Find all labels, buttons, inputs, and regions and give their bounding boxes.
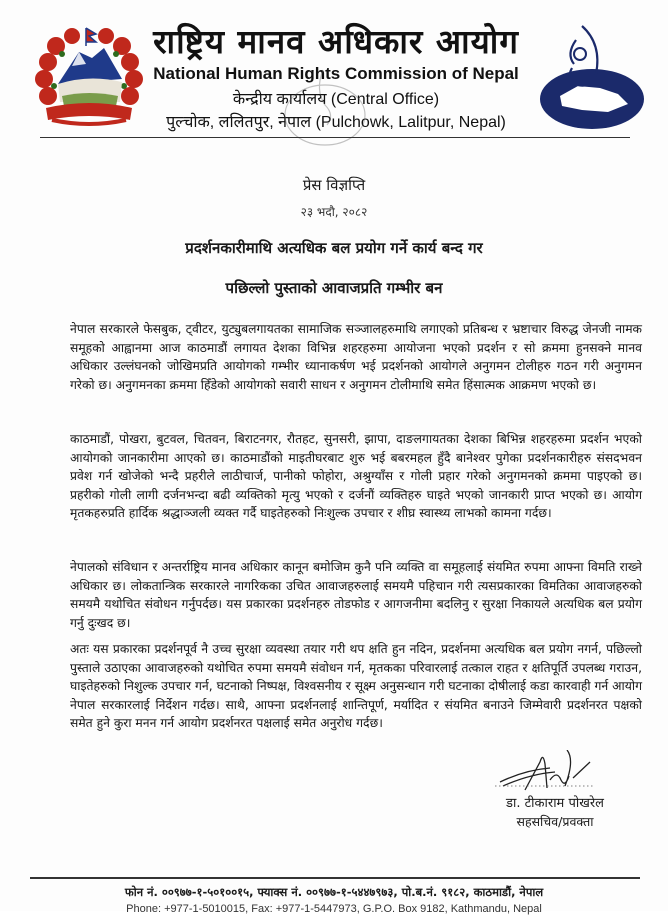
signatory-title: सहसचिव/प्रवक्ता [516,814,594,829]
body-paragraph: काठमाडौं, पोखरा, बुटवल, चितवन, बिराटनगर, रौतहट, सुनसरी, झापा, दाङलगायतका देशका बिभिन्न शहरहरुमा प्रदर्शन भएको आयोगको जानकारीमा आएको छ। काठमाडौंको माइतीघरबाट शुरु भई बबरमहल हुँदै बानेश्वर पुगेका प्रदर्शनकारीहरु संसदभवन प्रवेश गर्न खोजेको भन्दै प्रहरीले लाठीचार्ज, पानीको फोहोरा, अश्रुग्याँस र गोली प्रहार गरेको अनुगमनको क्रममा पाइएको छ। प्रहरीको गोली लागी दर्जनभन्दा बढी व्यक्तिको मृत्यु भएको र दर्जनौं व्यक्तिहरु घाइते भएको जानकारी प्राप्त भएको छ। आयोग मृतकहरुप्रति हार्दिक श्रद्धाञ्जली व्यक्त गर्दै घाइतेहरुको निःशुल्क उपचार र शीघ्र स्वास्थ्य लाभको कामना गर्दछ। [70,432,642,521]
body-paragraph: अतः यस प्रकारका प्रदर्शनपूर्व नै उच्च सुरक्षा व्यवस्था तयार गरी थप क्षति हुन नदिन, प्रदर्शनमा अत्यधिक बल प्रयोग नगर्न, पछिल्लो पुस्ताले उठाएका आवाजहरुको यथोचित रुपमा समयमै संवोधन गर्न, मृतकका परिवारलाई तत्काल राहत र क्षतिपूर्ति उपलब्ध गराउन, घाइतेहरुको निशुल्क उपचार गर्न, घटनाको निष्पक्ष, विश्वसनीय र सूक्ष्म अनुसन्धान गरी घटनाका दोषीलाई कडा कारवाही गर्न आयोग नेपाल सरकारलाई निर्देशन गर्दछ। साथै, आफ्ना प्रदर्शनलाई शान्तिपूर्ण, मर्यादित र संयमित बनाउने जिम्मेवारी प्रदर्शनरत पक्षको समेत हुने कुरा मनन गर्न आयोग प्रदर्शनरत पक्षलाई समेत अनुरोध गर्दछ। [70,642,642,731]
nepal-emblem-icon [34,24,144,134]
seal-stamp-icon [265,60,385,155]
footer-divider [30,877,640,879]
press-release-label: प्रेस विज्ञप्ति [302,176,366,194]
nhrc-logo-icon [530,24,650,134]
signature-icon [495,750,595,795]
header-divider [40,137,630,138]
org-title-nepali: राष्ट्रिय मानव अधिकार आयोग [153,22,519,61]
press-release-date: २३ भदौ, २०८२ [300,205,368,219]
org-title-english: National Human Rights Commission of Nepal [153,64,519,83]
body-paragraph: नेपाल सरकारले फेसबुक, ट्वीटर, युट्युबलगायतका सामाजिक सञ्जालहरुमाथि लगाएको प्रतिबन्ध र भ्रष्टाचार विरुद्ध जेनजी नामक समूहको आह्वानमा आज काठमाडौं लगायत देशका विभिन्न शहरहरुमा आयोजना भएको प्रदर्शन र सो क्रममा हुनसक्ने मानव अधिकार उल्लंघनको जोखिमप्रति आयोगको गम्भीर ध्यानाकर्षण भई प्रदर्शनको आयोगले अनुगमन टोलीहरु गठन गरी अनुगमन गरेको छ। अनुगमनका क्रममा हिँडेको आयोगको सवारी साधन र अनुगमन टोलीमाथि समेत हिंसात्मक आक्रमण भएको छ। [70,322,642,392]
signatory-name: डा. टीकाराम पोखरेल [506,796,604,811]
footer-contact-nepali: फोन नं. ००९७७-१-५०१००१५, फ्याक्स नं. ००९७७-१-५४४७९७३, पो.ब.नं. ९१८२, काठमाडौं, नेपाल [124,885,544,899]
headline-line-1: प्रदर्शनकारीमाथि अत्यधिक बल प्रयोग गर्ने कार्य बन्द गर [185,239,483,257]
footer-contact-english: Phone: +977-1-5010015, Fax: +977-1-5447973, G.P.O. Box 9182, Kathmandu, Nepal [126,903,542,915]
body-paragraph: नेपालको संविधान र अन्तर्राष्ट्रिय मानव अधिकार कानून बमोजिम कुनै पनि व्यक्ति वा समूहलाई संयमित रुपमा आफ्ना विमति राख्ने अधिकार छ। लोकतान्त्रिक सरकारले नागरिकका उचित आवाजहरुलाई समयमै पहिचान गरी त्यसप्रकारका विमतिका आवाजहरुको समयमै यथोचित संवोधन गर्नुपर्दछ। यस प्रकारका प्रदर्शनहरु तोडफोड र आगजनीमा बदलिनु र सुरक्षा निकायले अत्यधिक बल प्रयोग गर्नु दुःखद छ। [70,560,642,630]
office-address: पुल्चोक, ललितपुर, नेपाल (Pulchowk, Lalitpur, Nepal) [166,114,506,131]
headline-line-2: पछिल्लो पुस्ताको आवाजप्रति गम्भीर बन [225,279,443,297]
office-label: केन्द्रीय कार्यालय (Central Office) [232,91,440,108]
